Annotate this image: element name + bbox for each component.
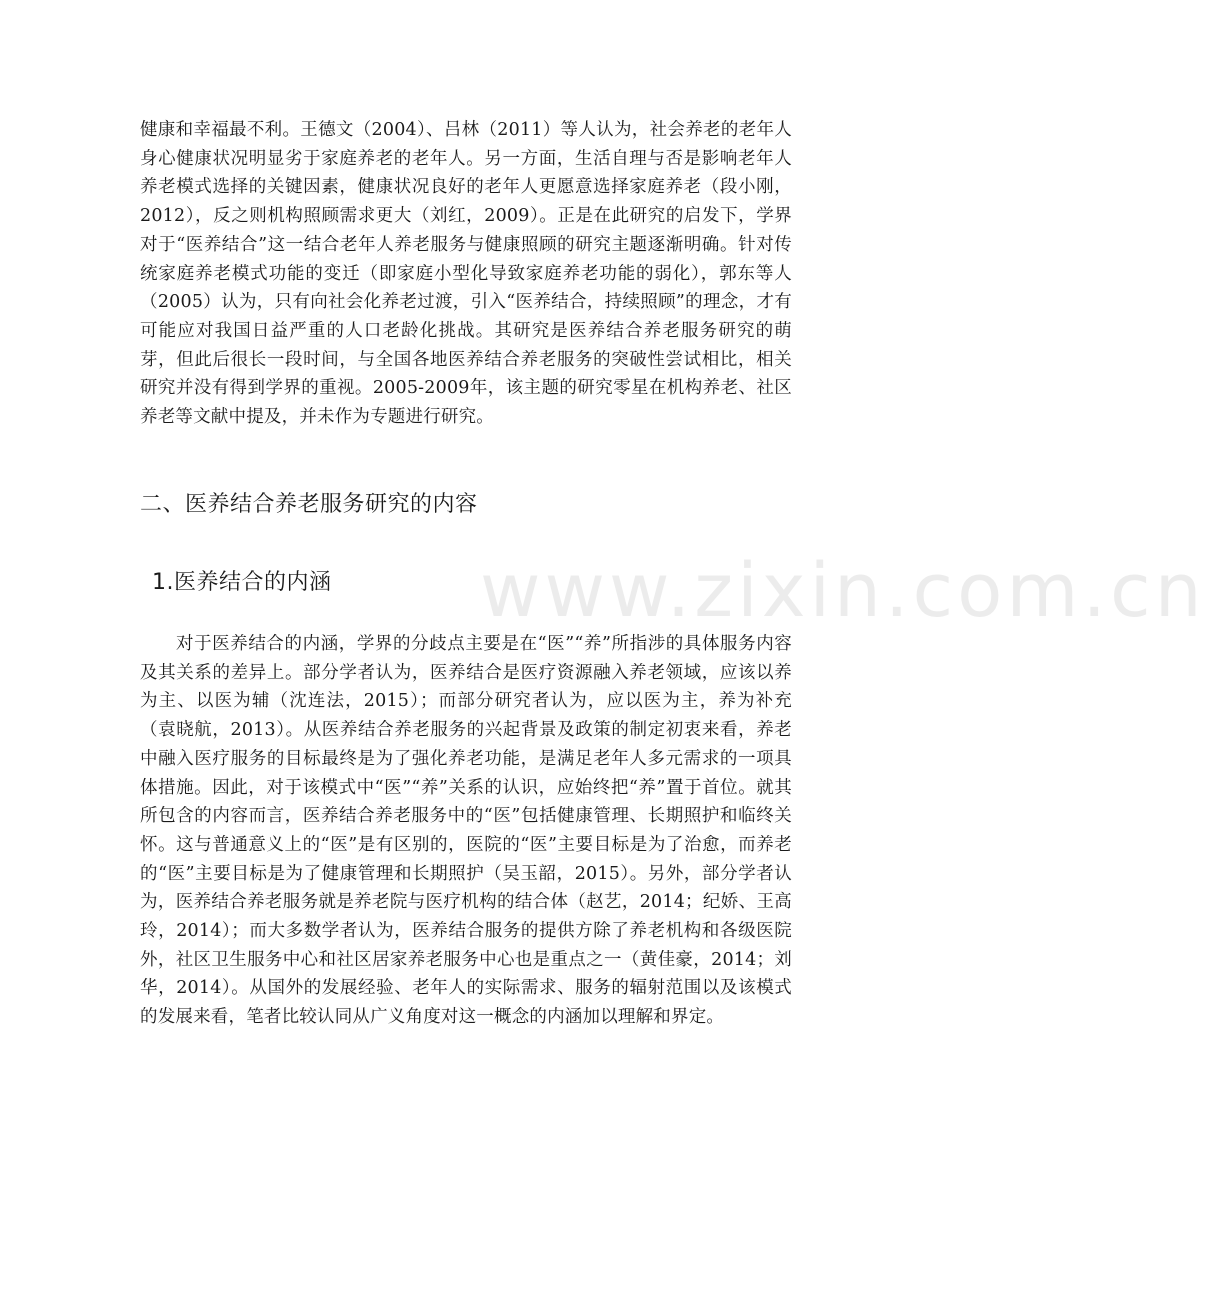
- subsection-heading: 1.医养结合的内涵: [152, 570, 332, 595]
- body-paragraph-2: 对于医养结合的内涵，学界的分歧点主要是在“医”“养”所指涉的具体服务内容及其关系的差异上。部分学者认为，医养结合是医疗资源融入养老领域，应该以养为主、以医为辅（沈连法，2015）；而部分研究者认为，应以医为主，养为补充（袁晓航，2013）。从医养结合养老服务的兴起背景及政策的制定初衷来看，养老中融入医疗服务的目标最终是为了强化养老功能，是满足老年人多元需求的一项具体措施。因此，对于该模式中“医”“养”关系的认识，应始终把“养”置于首位。就其所包含的内容而言，医养结合养老服务中的“医”包括健康管理、长期照护和临终关怀。这与普通意义上的“医”是有区别的，医院的“医”主要目标是为了治愈，而养老的“医”主要目标是为了健康管理和长期照护（吴玉韶，2015）。另外，部分学者认为，医养结合养老服务就是养老院与医疗机构的结合体（赵艺，2014；纪娇、王高玲，2014）；而大多数学者认为，医养结合服务的提供方除了养老机构和各级医院外，社区卫生服务中心和社区居家养老服务中心也是重点之一（黄佳豪，2014；刘华，2014）。从国外的发展经验、老年人的实际需求、服务的辐射范围以及该模式的发展来看，笔者比较认同从广义角度对这一概念的内涵加以理解和界定。: [140, 634, 792, 1028]
- watermark: www.zixin.com.cn: [480, 548, 1206, 634]
- section-heading: 二、医养结合养老服务研究的内容: [140, 492, 478, 517]
- body-paragraph-1: 健康和幸福最不利。王德文（2004）、吕林（2011）等人认为，社会养老的老年人身心健康状况明显劣于家庭养老的老年人。另一方面，生活自理与否是影响老年人养老模式选择的关键因素，健康状况良好的老年人更愿意选择家庭养老（段小刚，2012），反之则机构照顾需求更大（刘红，2009）。正是在此研究的启发下，学界对于“医养结合”这一结合老年人养老服务与健康照顾的研究主题逐渐明确。针对传统家庭养老模式功能的变迁（即家庭小型化导致家庭养老功能的弱化），郭东等人（2005）认为，只有向社会化养老过渡，引入“医养结合，持续照顾”的理念，才有可能应对我国日益严重的人口老龄化挑战。其研究是医养结合养老服务研究的萌芽，但此后很长一段时间，与全国各地医养结合养老服务的突破性尝试相比，相关研究并没有得到学界的重视。2005-2009年，该主题的研究零星在机构养老、社区养老等文献中提及，并未作为专题进行研究。: [140, 120, 792, 428]
